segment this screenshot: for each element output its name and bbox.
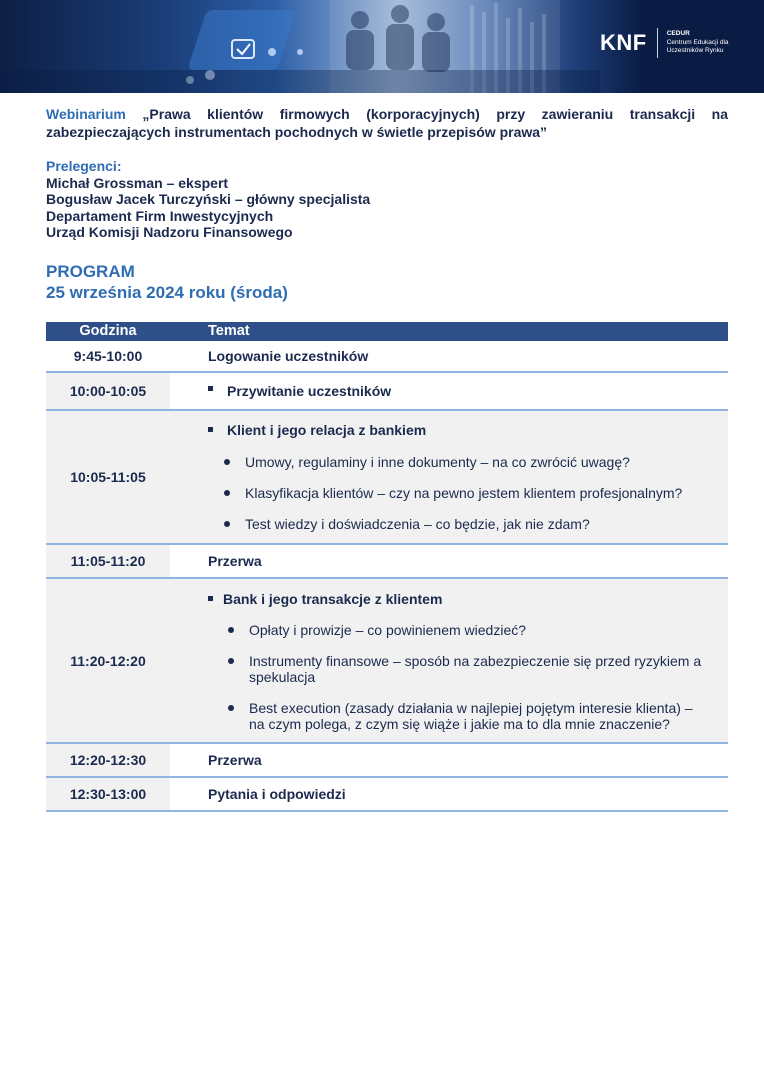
table-row [46, 341, 728, 373]
bullet-icon [228, 627, 234, 633]
topic-item-label: Umowy, regulaminy i inne dokumenty – na co zwrócić uwagę? [245, 454, 630, 470]
square-bullet-icon [208, 386, 213, 391]
row-topic: Logowanie uczestników [208, 348, 369, 364]
table-row [46, 411, 728, 545]
row-time: 9:45-10:00 [73, 348, 143, 364]
square-bullet-icon [208, 596, 213, 601]
row-topic [170, 411, 728, 543]
speaker-line: Urząd Komisji Nadzoru Finansowego [46, 224, 293, 240]
row-topic: Przerwa [170, 744, 728, 776]
header-banner [0, 0, 764, 93]
topic-item-label: Test wiedzy i doświadczenia – co będzie, jak nie zdam? [245, 516, 590, 532]
table-row [46, 579, 728, 744]
topic-item [249, 700, 709, 732]
webinar-topic: „Prawa klientów firmowych (korporacyjnych) przy zawieraniu transakcji na zabezpieczających instrumentach pochodnych w świetle przepisów prawa” [46, 106, 728, 140]
bullet-icon [228, 658, 234, 664]
table-row [46, 373, 728, 411]
row-topic: Pytania i odpowiedzi [170, 778, 728, 810]
knf-logo-block [600, 28, 729, 58]
topic-item [249, 653, 709, 685]
row-topic [170, 373, 728, 409]
row-time: 12:20-12:30 [46, 744, 170, 776]
knf-logo: KNF [600, 30, 647, 55]
header-time: Godzina [79, 323, 137, 339]
table-header [46, 322, 728, 341]
row-time: 12:30-13:00 [46, 778, 170, 810]
bullet-icon [224, 490, 230, 496]
table-row [46, 545, 728, 579]
topic-item [245, 485, 682, 501]
speaker-line: Bogusław Jacek Turczyński – główny specjalista [46, 191, 371, 207]
cedur-title: CEDUR [666, 30, 690, 38]
cedur-line-2: Uczestników Rynku [666, 47, 724, 55]
table-row [46, 744, 728, 778]
logo-divider [657, 28, 658, 58]
row-topic-label: Klient i jego relacja z bankiem [227, 422, 427, 438]
topic-item [249, 622, 719, 638]
cedur-logo-text [667, 30, 729, 56]
topic-item-label: Klasyfikacja klientów – czy na pewno jestem klientem profesjonalnym? [245, 485, 683, 501]
bullet-icon [228, 705, 234, 711]
row-topic-label: Bank i jego transakcje z klientem [223, 591, 443, 607]
bullet-icon [224, 521, 230, 527]
cedur-line-1: Centrum Edukacji dla [666, 38, 729, 46]
row-topic: Przerwa [170, 545, 728, 577]
topic-item-label: Best execution (zasady działania w najlepiej pojętym interesie klienta) – na czym polega, z czym się wiąże i jakie ma to dla mnie znaczenie? [249, 700, 693, 732]
row-topic-heading [208, 422, 426, 438]
row-time: 10:00-10:05 [46, 373, 170, 409]
row-topic [170, 579, 728, 742]
banner-illustration [0, 0, 600, 93]
topic-item-label: Opłaty i prowizje – co powinienem wiedzieć? [249, 622, 527, 638]
row-topic-label: Przywitanie uczestników [227, 383, 392, 399]
bullet-icon [224, 459, 230, 465]
table-row [46, 778, 728, 812]
header-topic: Temat [208, 323, 250, 339]
program-date: 25 września 2024 roku (środa) [46, 283, 288, 302]
row-time: 10:05-11:05 [46, 411, 170, 543]
topic-item-label: Instrumenty finansowe – sposób na zabezpieczenie się przed ryzykiem a spekulacja [249, 653, 702, 685]
webinar-title [46, 105, 728, 141]
program-heading [46, 261, 288, 303]
topic-item [245, 454, 630, 470]
speakers-label: Prelegenci: [46, 158, 122, 174]
topic-item [245, 516, 590, 532]
speaker-line: Michał Grossman – ekspert [46, 174, 229, 191]
speaker-line: Departament Firm Inwestycyjnych [46, 207, 274, 224]
row-time: 11:20-12:20 [46, 579, 170, 742]
row-topic-heading [208, 591, 442, 607]
program-title: PROGRAM [46, 262, 135, 281]
square-bullet-icon [208, 427, 213, 432]
speakers-section [46, 158, 728, 241]
row-time: 11:05-11:20 [46, 545, 170, 577]
webinar-label: Webinarium [46, 106, 126, 122]
agenda-table [46, 322, 728, 812]
